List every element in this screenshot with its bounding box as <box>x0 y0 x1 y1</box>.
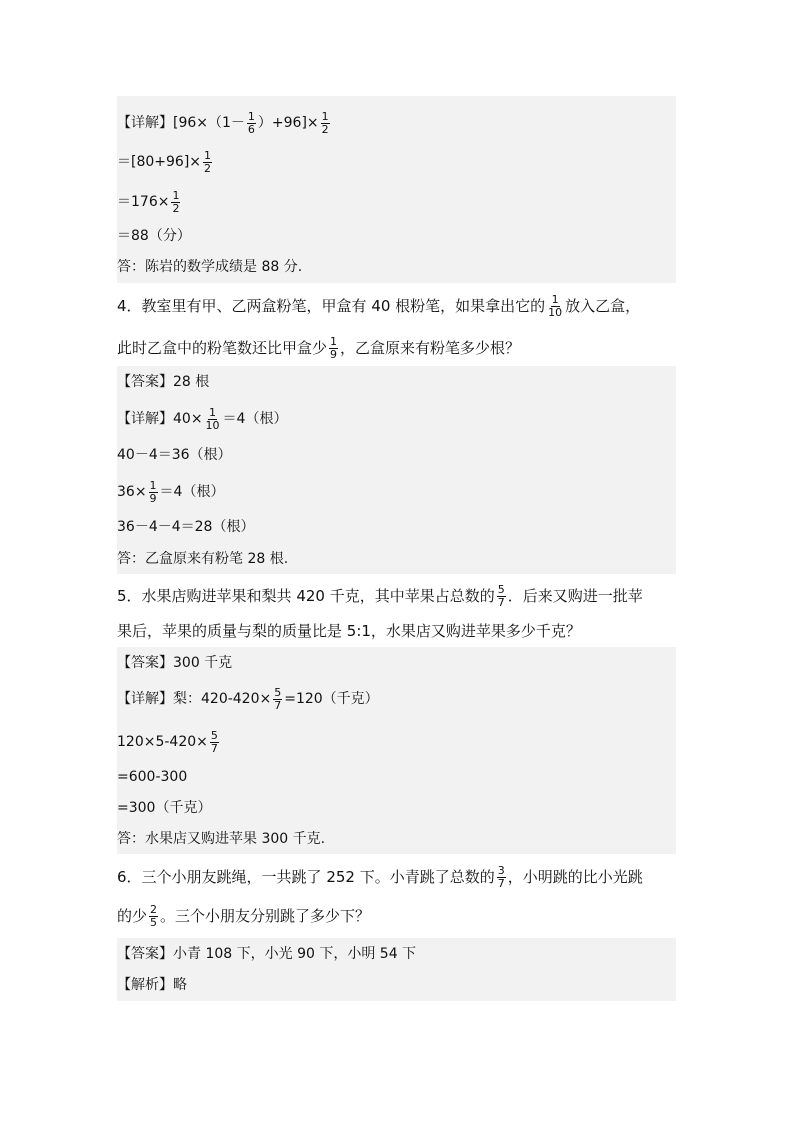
solution-line <box>117 684 379 714</box>
text-segment: 【答案】小青 108 下，小光 90 下，小明 54 下 <box>117 946 417 962</box>
fraction-denominator: 7 <box>497 876 505 890</box>
solution-line <box>117 405 287 433</box>
text-segment: ＝4（根） <box>222 411 288 427</box>
fraction <box>149 904 158 929</box>
text-segment: ，小明跳的比小光跳 <box>507 868 643 886</box>
fraction-numerator: 5 <box>274 685 282 699</box>
fraction-numerator: 1 <box>149 478 157 492</box>
fraction-denominator: 10 <box>205 418 220 432</box>
answer-line <box>117 653 232 673</box>
fraction-denominator: 2 <box>321 122 329 136</box>
text-segment: 【答案】300 千克 <box>117 655 233 671</box>
text-segment: 答：陈岩的数学成绩是 88 分. <box>117 259 303 275</box>
text-segment: =600-300 <box>117 769 188 785</box>
text-segment: 此时乙盒中的粉笔数还比甲盒少 <box>117 339 328 357</box>
fraction <box>203 150 212 175</box>
text-segment: 4．教室里有甲、乙两盒粉笔，甲盒有 40 根粉笔，如果拿出它的 <box>117 297 546 315</box>
fraction-numerator: 5 <box>210 728 218 742</box>
solution-line <box>117 148 214 176</box>
fraction-numerator: 1 <box>330 334 338 348</box>
text-segment: 【详解】40× <box>117 411 203 427</box>
text-segment: =300（千克） <box>117 800 212 816</box>
text-segment: 。三个小朋友分别跳了多少下？ <box>160 907 371 925</box>
answer-line <box>117 829 325 849</box>
text-segment: 5．水果店购进苹果和梨共 420 千克，其中苹果占总数的 <box>117 587 495 605</box>
text-segment: 40－4＝36（根） <box>117 447 232 463</box>
fraction-numerator: 3 <box>497 863 505 877</box>
text-segment: 120×5-420× <box>117 734 208 750</box>
problem-5-line <box>117 621 581 641</box>
text-segment: 放入乙盒， <box>565 297 641 315</box>
fraction-numerator: 1 <box>204 148 212 162</box>
solution-line <box>117 109 332 137</box>
text-segment: 【答案】28 根 <box>117 374 210 390</box>
fraction-denominator: 7 <box>497 595 505 609</box>
fraction-denominator: 9 <box>330 347 338 361</box>
fraction <box>210 730 219 755</box>
answer-line <box>117 549 288 569</box>
fraction <box>205 407 221 432</box>
text-segment: 的少 <box>117 907 148 925</box>
text-segment: ，乙盒原来有粉笔多少根？ <box>340 339 521 357</box>
text-segment: 【解析】略 <box>117 977 187 993</box>
text-segment: 【详解】梨：420-420× <box>117 691 272 707</box>
text-segment: ）+96]× <box>257 115 319 131</box>
text-segment: 6．三个小朋友跳绳，一共跳了 252 下。小青跳了总数的 <box>117 868 495 886</box>
answer-line <box>117 372 209 392</box>
fraction-denominator: 5 <box>150 915 158 929</box>
fraction <box>321 111 330 136</box>
text-segment: ＝88（分） <box>117 228 191 244</box>
solution-line <box>117 478 224 506</box>
fraction-denominator: 6 <box>247 122 255 136</box>
fraction-denominator: 2 <box>172 201 180 215</box>
solution-line <box>117 226 191 246</box>
analysis-line <box>117 975 187 995</box>
solution-line <box>117 767 187 787</box>
problem-4-line <box>117 291 640 321</box>
fraction-numerator: 5 <box>497 582 505 596</box>
text-segment: ＝[80+96]× <box>117 154 202 170</box>
solution-line <box>117 445 232 465</box>
text-segment: ＝4（根） <box>159 484 225 500</box>
solution-line <box>117 188 182 216</box>
problem-6-line <box>117 901 370 931</box>
fraction <box>547 294 563 319</box>
text-segment: 36－4－4＝28（根） <box>117 519 255 535</box>
answer-line <box>117 257 302 277</box>
problem-4-line <box>117 333 520 363</box>
fraction-numerator: 1 <box>172 188 180 202</box>
text-segment: 答：乙盒原来有粉笔 28 根. <box>117 551 289 567</box>
fraction-denominator: 7 <box>210 741 218 755</box>
problem-6-line <box>117 862 643 892</box>
fraction-numerator: 1 <box>551 292 559 306</box>
fraction-numerator: 2 <box>150 902 158 916</box>
text-segment: 36× <box>117 484 147 500</box>
answer-line <box>117 944 416 964</box>
text-segment: 果后，苹果的质量与梨的质量比是 5:1，水果店又购进苹果多少千克？ <box>117 622 581 640</box>
fraction <box>497 584 506 609</box>
fraction <box>329 336 338 361</box>
solution-line <box>117 798 211 818</box>
fraction-denominator: 2 <box>204 161 212 175</box>
fraction-denominator: 9 <box>149 491 157 505</box>
text-segment: ＝176× <box>117 194 170 210</box>
fraction-denominator: 10 <box>548 305 563 319</box>
text-segment: 【详解】[96×（1－ <box>117 115 245 131</box>
fraction-numerator: 1 <box>321 109 329 123</box>
text-segment: =120（千克） <box>284 691 379 707</box>
fraction <box>273 687 282 712</box>
solution-line <box>117 727 221 757</box>
fraction-numerator: 1 <box>247 109 255 123</box>
solution-line <box>117 517 254 537</box>
fraction <box>171 190 180 215</box>
fraction-denominator: 7 <box>274 698 282 712</box>
fraction <box>497 865 506 890</box>
fraction-numerator: 1 <box>209 405 217 419</box>
fraction <box>149 480 158 505</box>
text-segment: 答：水果店又购进苹果 300 千克. <box>117 831 326 847</box>
text-segment: ．后来又购进一批苹 <box>507 587 643 605</box>
problem-5-line <box>117 581 643 611</box>
solution-block-4 <box>117 366 676 574</box>
fraction <box>247 111 256 136</box>
